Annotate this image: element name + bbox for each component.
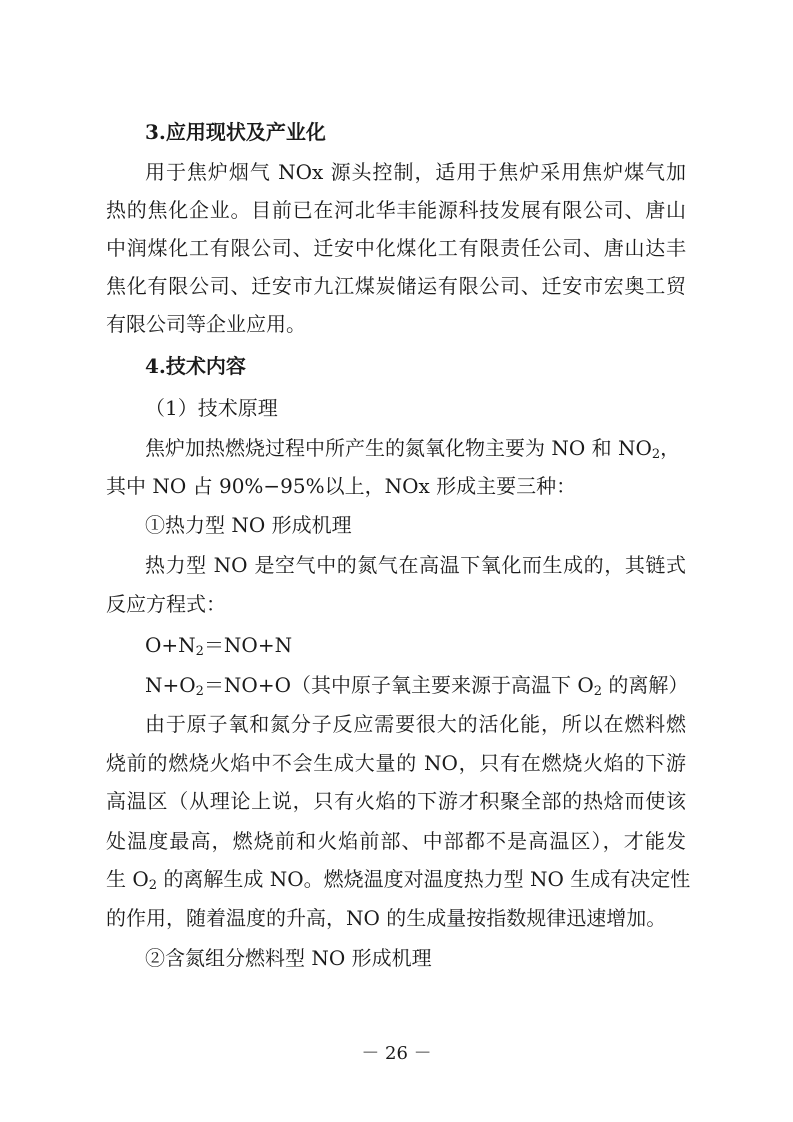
paragraph-line-2: 烧前的燃烧火焰中不会生成大量的 NO，只有在燃烧火焰的下游 <box>106 751 686 775</box>
paragraph-line-1: 由于原子氧和氮分子反应需要很大的活化能，所以在燃料燃 <box>145 712 686 736</box>
section-3-line-1: 用于焦炉烟气 NOx 源头控制，适用于焦炉采用焦炉煤气加 <box>145 160 686 184</box>
equation-1: $O+N_2=NO+N$ <box>145 633 293 659</box>
paragraph-line-6: 的作用，随着温度的升高，NO 的生成量按指数规律迅速增加。 <box>106 906 667 930</box>
section-3-line-5: 有限公司等企业应用。 <box>106 312 306 336</box>
section-4-heading: 4.技术内容 <box>145 354 246 378</box>
mechanism-2-title: ②含氮组分燃料型 NO 形成机理 <box>145 946 432 970</box>
paragraph-line-4: 处温度最高，燃烧前和火焰前部、中部都不是高温区），才能发 <box>106 829 686 853</box>
paragraph-line-3: 高温区（从理论上说，只有火焰的下游才积聚全部的热焓而使该 <box>106 789 686 813</box>
intro-line-1: 焦炉加热燃烧过程中所产生的氮氧化物主要为 NO 和 $NO_2$， <box>145 436 681 462</box>
equation-2: $N+O_2=NO+O$（其中原子氧主要来源于高温下 $O_2$ 的离解） <box>145 673 689 699</box>
mechanism-1-title: ①热力型 NO 形成机理 <box>145 513 352 537</box>
section-3-line-4: 焦化有限公司、迁安市九江煤炭储运有限公司、迁安市宏奥工贸 <box>106 274 686 298</box>
section-3-line-3: 中润煤化工有限公司、迁安中化煤化工有限责任公司、唐山达丰 <box>106 236 686 260</box>
intro-line-2: 其中 NO 占 90%−95%以上，NOx 形成主要三种： <box>106 474 577 498</box>
paragraph-line-5: 生 $O_2$ 的离解生成 NO。燃烧温度对温度热力型 NO 生成有决定性 <box>106 867 691 893</box>
section-3-heading: 3.应用现状及产业化 <box>145 120 326 144</box>
section-3-line-2: 热的焦化企业。目前已在河北华丰能源科技发展有限公司、唐山 <box>106 198 686 222</box>
subheading-technical-principle: （1）技术原理 <box>145 396 278 420</box>
mechanism-1-line-1: 热力型 NO 是空气中的氮气在高温下氧化而生成的，其链式 <box>145 553 686 577</box>
page-number: － 26 － <box>361 1043 432 1064</box>
mechanism-1-line-2: 反应方程式： <box>106 592 226 616</box>
